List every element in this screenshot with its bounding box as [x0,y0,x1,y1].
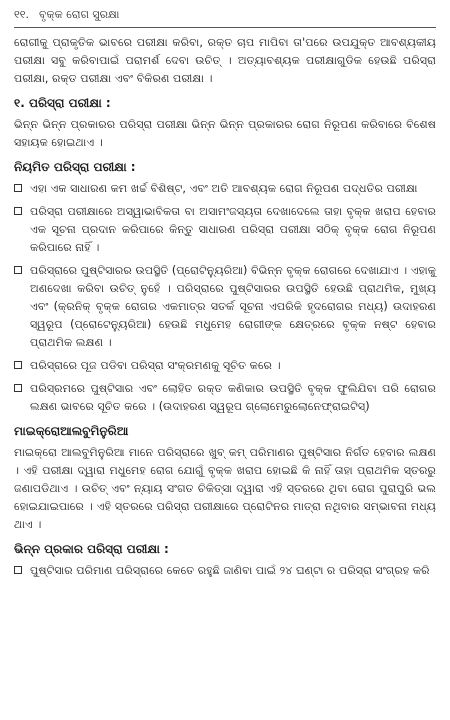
checkbox-bullet-icon [14,361,22,369]
subheading-routine-urine-test: ନିୟମିତ ପରିସ୍ରା ପରୀକ୍ଷା : [14,160,136,174]
list-item [14,357,436,375]
list-item-text: ପରିସ୍ରା ପରୀକ୍ଷାରେ ଅସ୍ୱାଭାବିକତା ବା ଅସାମଂଜସ୍ୟତା ଦେଖାଦେଲେ ତାହା ବୃକ୍କ ଖରାପ ହେବାର ଏକ ସୂଚନା ପ୍ରଦାନ କରିପାରେ କିନ୍ତୁ ସାଧାରଣ ପରିସ୍ରା ପରୀକ୍ଷା ସଠିକ୍ ବୃକ୍କ ରୋଗ ନିରୂପଣ କରିପାରେ ନାହିଁ । [30,205,436,254]
list-item [14,562,436,580]
header-rule [14,27,436,28]
checkbox-bullet-icon [14,207,22,215]
list-item-text: ପରିସ୍ରାରେ ପୁଷ୍ଟିସାରର ଉପସ୍ଥିତି (ପ୍ରୋଟିନ୍ୟୁରିଆ) ବିଭିନ୍ନ ବୃକ୍କ ରୋଗରେ ଦେଖାଯାଏ । ଏହାକୁ ଅଣଦେଖା କରିବା ଉଚିତ୍ ନୁହେଁ । ପରିସ୍ରାରେ ପୁଷ୍ଟିସାରର ଉପସ୍ଥିତି ହେଉଛି ପ୍ରାଥମିକ, ମୁଖ୍ୟ ଏବଂ (କ୍ରନିକ୍ ବୃକ୍କ ରୋଗର ଏକମାତ୍ର ସତର୍କ ସୂଚନା ଏପରିକି ହୃଦରୋଗର ମଧ୍ୟ) ଉଦାହରଣ ସ୍ୱରୂପ (ପ୍ରୋଟେନ୍ୟୁରିଆ) ହେଉଛି ମଧୁମେହ ରୋଗୀଙ୍କ କ୍ଷେତ୍ରରେ ବୃକ୍କ ନଷ୍ଟ ହେବାର ପ୍ରାଥମିକ ଲକ୍ଷଣ । [30,264,436,349]
list-item-text: ପରିସ୍ରାରେ ପୂଜ ପଡିବା ପରିସ୍ରା ସଂକ୍ରମଣକୁ ସୂଚିତ କରେ । [30,359,281,372]
checkbox-bullet-icon [14,266,22,274]
list-item-text: ପରିସ୍ରମରେ ପୁଷ୍ଟିସାର ଏବଂ ଲୋହିତ ରକ୍ତ କଣିକାର ଉପସ୍ଥିତି ବୃକ୍କ ଫୁଲିଯିବା ପରି ରୋଗର ଲକ୍ଷଣ ଭାବରେ ସୂଚିତ କରେ । (ଉଦାହରଣ ସ୍ୱରୂପ ଗ୍ଲୋମେରୁଲୋନେଫ୍ରାଇଟିସ୍) [30,382,436,413]
routine-test-list [14,180,436,416]
list-item [14,262,436,352]
running-title: ବୃକ୍କ ରୋଗ ସୁରକ୍ଷା [38,8,120,21]
section-heading-urine-test: ୧. ପରିସ୍ରା ପରୀକ୍ଷା : [14,96,111,110]
list-item [14,180,436,198]
checkbox-bullet-icon [14,566,22,574]
list-item [14,203,436,257]
checkbox-bullet-icon [14,384,22,392]
subheading-microalbuminuria: ମାଇକ୍ରୋଆଲବୁମିନୁରିଆ [14,424,129,438]
running-header [14,8,436,24]
urine-test-types-list [14,562,436,580]
list-item-text: ଏହା ଏକ ସାଧାରଣ କମ ଖର୍ଚ୍ଚ ବିଶିଷ୍ଟ, ଏବଂ ଅତି ଆବଶ୍ୟକ ରୋଗ ନିରୂପଣ ପଦ୍ଧତିର ପରୀକ୍ଷା [30,182,418,195]
list-item-text: ପୁଷ୍ଟିସାର ପରିମାଣ ପରିସ୍ରାରେ କେତେ ରହୁଛି ଜାଣିବା ପାଇଁ ୨୪ ଘଣ୍ଟା ର ପରିସ୍ରା ସଂଗ୍ରହ କରି [30,564,430,577]
section-paragraph-urine-test: ଭିନ୍ନ ଭିନ୍ନ ପ୍ରକାରର ପରିସ୍ରା ପରୀକ୍ଷା ଭିନ୍ନ ଭିନ୍ନ ପ୍ରକାରର ରୋଗ ନିରୂପଣ କରିବାରେ ବିଶେଷ ସହାୟକ ହୋଇଥାଏ । [14,118,436,149]
intro-paragraph: ରୋଗୀକୁ ପ୍ରାକୃତିକ ଭାବରେ ପରୀକ୍ଷା କରିବା, ରକ୍ତ ଚାପ ମାପିବା ତା'ପରେ ଉପଯୁକ୍ତ ଆବଶ୍ୟକୀୟ ପରୀକ୍ଷା ସବୁ କରିବାପାଇଁ ପରାମର୍ଶ ଦେବା ଉଚିତ୍ । ଅତ୍ୟାବଶ୍ୟକ ପରୀକ୍ଷାଗୁଡିକ ହେଉଛି ପରିସ୍ରା ପରୀକ୍ଷା, ରକ୍ତ ପରୀକ୍ଷା ଏବଂ ବିକିରଣ ପରୀକ୍ଷା । [14,36,436,85]
checkbox-bullet-icon [14,184,22,192]
subheading-urine-test-types: ଭିନ୍ନ ପ୍ରକାର ପରିସ୍ରା ପରୀକ୍ଷା : [14,542,169,556]
page-number: ୧୧. [14,8,29,21]
microalbuminuria-paragraph: ମାଇକ୍ରୋ ଆଲବୁମିନୁରିଆ ମାନେ ପରିସ୍ରାରେ ଖୁବ୍ କମ୍ ପରିମାଣର ପୁଷ୍ଟିସାର ନିର୍ଗତ ହେବାର ଲକ୍ଷଣ । ଏହି ପରୀକ୍ଷା ଦ୍ୱାରା ମଧୁମେହ ରୋଗ ଯୋଗୁଁ ବୃକ୍କ ଖରାପ ହୋଇଛି କି ନାହିଁ ତାହା ପ୍ରାଥମିକ ସ୍ତରରୁ ଜଣାପଡିଥାଏ । ଉଚିତ୍ ଏବଂ ନ୍ୟାୟ ସଂଗତ ଚିକିତ୍ସା ଦ୍ୱାରା ଏହି ସ୍ତରରେ ଥିବା ରୋଗ ପୁରାପୁରି ଭଲ ହୋଇଯାଇପାରେ । ଏହି ସ୍ତରରେ ପରିସ୍ରା ପରୀକ୍ଷାରେ ପ୍ରୋଟିନର ମାତ୍ରା ନଥିବାର ସମ୍ଭାବନା ମଧ୍ୟ ଥାଏ । [14,446,436,531]
list-item [14,380,436,416]
